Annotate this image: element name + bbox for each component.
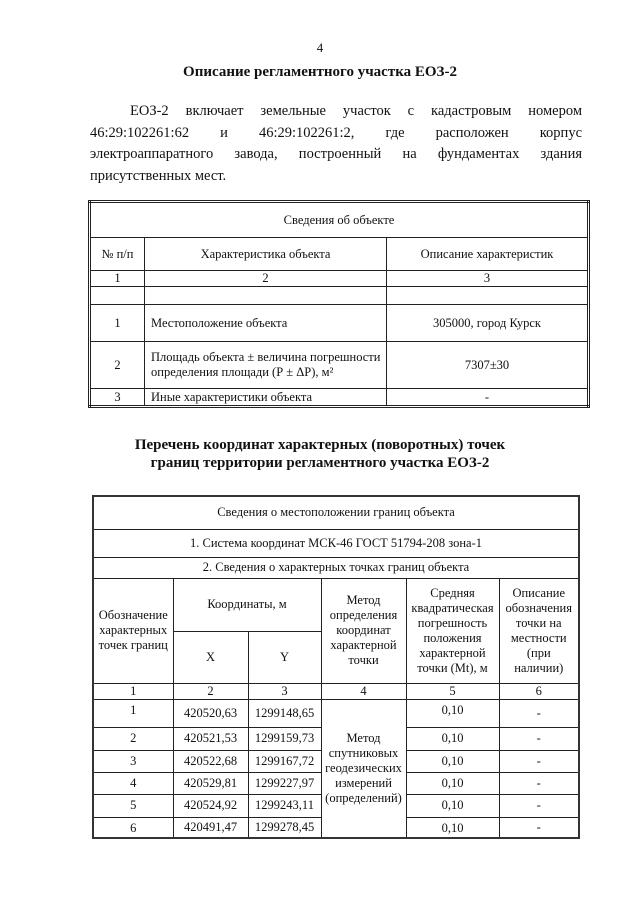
y-coordinate: 1299148,65 [248,699,321,727]
characteristic: Площадь объекта ± величина погрешности определения площади (Р ± ΔР), м² [145,342,387,389]
y-coordinate: 1299167,72 [248,750,321,772]
y-coordinate: 1299159,73 [248,727,321,750]
table-row [90,305,589,342]
point-number: 2 [93,727,173,750]
x-coordinate: 420522,68 [173,750,248,772]
paragraph-line: ЕОЗ-2 включает земельные участок с кадастровым номером [130,103,582,119]
point-description: - [499,772,579,794]
column-header: № п/п [90,238,145,271]
characteristic-value: 7307±30 [387,342,589,389]
x-coordinate: 420529,81 [173,772,248,794]
mt-value: 0,10 [406,794,499,817]
y-coordinate: 1299243,11 [248,794,321,817]
paragraph-line: 46:29:102261:62 и 46:29:102261:2, где расположен корпус [90,124,582,141]
x-coordinate: 420520,63 [173,699,248,727]
header-coordinates: Координаты, м [173,578,321,631]
column-number: 6 [499,683,579,699]
column-header: Характеристика объекта [145,238,387,271]
point-number: 1 [93,699,173,727]
x-coordinate: 420524,92 [173,794,248,817]
point-description: - [499,794,579,817]
coordinates-title-line1: Перечень координат характерных (поворотных) точек [134,437,506,453]
header-error: Средняя квадратическая погрешность положения характерной точки (Mt), м [406,578,499,683]
method-value: Метод спутниковых геодезических измерений (определений) [321,699,406,838]
characteristic-value: - [387,389,589,407]
table-subcaption: 2. Сведения о характерных точках границ объекта [93,557,579,578]
table-caption: Сведения об объекте [90,202,589,238]
header-x: X [173,631,248,683]
row-number: 2 [90,342,145,389]
mt-value: 0,10 [406,772,499,794]
section-title: Описание регламентного участка ЕОЗ-2 [183,64,457,80]
page-number: 4 [316,40,324,55]
column-number: 3 [387,271,589,287]
table-row [93,699,579,727]
point-description: - [499,699,579,727]
characteristic: Иные характеристики объекта [145,389,387,407]
row-number: 1 [90,305,145,342]
characteristic: Местоположение объекта [145,305,387,342]
row-number: 3 [90,389,145,407]
x-coordinate: 420491,47 [173,817,248,838]
mt-value: 0,10 [406,727,499,750]
point-number: 3 [93,750,173,772]
paragraph-line: присутственных мест. [90,167,227,184]
mt-value: 0,10 [406,750,499,772]
characteristic-value: 305000, город Курск [387,305,589,342]
point-description: - [499,727,579,750]
table-subcaption: 1. Система координат МСК-46 ГОСТ 51794-208 зона-1 [93,529,579,557]
header-method: Метод определения координат характерной точки [321,578,406,683]
x-coordinate: 420521,53 [173,727,248,750]
header-description: Описание обозначения точки на местности (при наличии) [499,578,579,683]
empty-row [90,287,589,305]
point-number: 6 [93,817,173,838]
column-number: 2 [145,271,387,287]
table-caption: Сведения о местоположении границ объекта [93,496,579,529]
mt-value: 0,10 [406,817,499,838]
y-coordinate: 1299227,97 [248,772,321,794]
coordinates-table [92,495,580,839]
point-description: - [499,750,579,772]
y-coordinate: 1299278,45 [248,817,321,838]
column-number: 1 [93,683,173,699]
column-header: Описание характеристик [387,238,589,271]
point-number: 5 [93,794,173,817]
paragraph-line: электроаппаратного завода, построенный на фундаментах здания [90,146,582,162]
header-y: Y [248,631,321,683]
object-info-table [88,200,590,408]
coordinates-title-line2: границ территории регламентного участка ЕОЗ-2 [150,455,490,471]
header-designation: Обозначение характерных точек границ [93,578,173,683]
column-number: 1 [90,271,145,287]
column-number: 3 [248,683,321,699]
column-number: 5 [406,683,499,699]
point-description: - [499,817,579,838]
point-number: 4 [93,772,173,794]
mt-value: 0,10 [406,699,499,727]
column-number: 2 [173,683,248,699]
table-row [90,342,589,389]
column-number: 4 [321,683,406,699]
table-row [90,389,589,407]
description-paragraph [90,101,582,187]
